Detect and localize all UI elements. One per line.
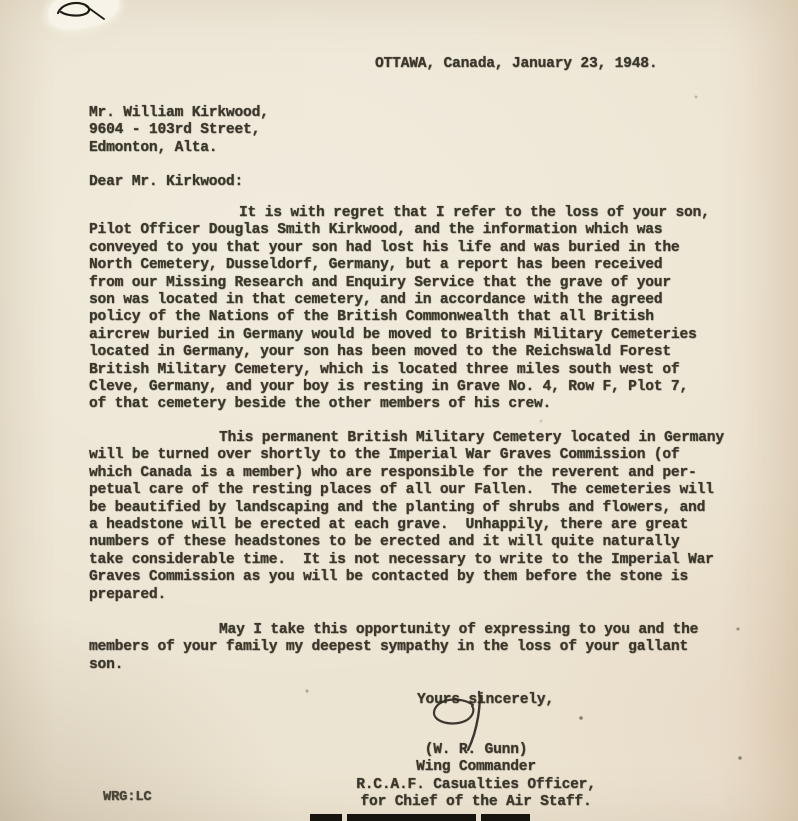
paragraph-1 — [89, 205, 710, 414]
text-line: which Canada is a member) who are responsible for the reverent and per- — [89, 464, 697, 481]
salutation: Dear Mr. Kirkwood: — [89, 174, 244, 190]
text-line: (W. R. Gunn) — [424, 742, 528, 758]
text-line: Pilot Officer Douglas Smith Kirkwood, and the information which was — [89, 222, 663, 239]
scan-edge-artifact — [481, 814, 530, 821]
text-line: from our Missing Research and Enquiry Service that the grave of your — [89, 274, 671, 291]
dateline: OTTAWA, Canada, January 23, 1948. — [375, 56, 658, 72]
text-line: aircrew buried in Germany would be moved to British Military Cemeteries — [89, 326, 697, 343]
text-line: will be turned over shortly to the Imperial War Graves Commission (of — [89, 447, 680, 464]
text-line: 9604 - 103rd Street, — [89, 122, 261, 139]
paragraph-3 — [89, 622, 698, 674]
text-line: son. — [89, 656, 124, 673]
paper-specks — [0, 0, 2, 2]
text-line: petual care of the resting places of all our Fallen. The cemeteries will — [89, 482, 714, 499]
text-line: Cleve, Germany, and your boy is resting in Grave No. 4, Row F, Plot 7, — [89, 379, 689, 396]
scan-edge-artifact — [310, 814, 342, 821]
text-line: prepared. — [89, 586, 167, 603]
scan-edge-artifact — [347, 814, 476, 821]
text-line: R.C.A.F. Casualties Officer, — [356, 776, 596, 793]
text-line: son was located in that cemetery, and in accordance with the agreed — [89, 292, 663, 309]
text-line: This permanent British Military Cemetery located in Germany — [219, 430, 724, 446]
text-line: conveyed to you that your son had lost his life and was buried in the — [89, 239, 680, 256]
recipient-address — [89, 105, 269, 157]
text-line: for Chief of the Air Staff. — [360, 794, 592, 811]
text-line: a headstone will be erected at each grave. Unhappily, there are great — [89, 517, 689, 534]
text-line: numbers of these headstones to be erected and it will quite naturally — [89, 534, 680, 551]
text-line: Mr. William Kirkwood, — [89, 105, 269, 121]
typist-reference: WRG:LC — [103, 790, 152, 805]
text-line: Edmonton, Alta. — [89, 139, 218, 156]
text-line: Wing Commander — [416, 759, 536, 776]
text-line: be beautified by landscaping and the planting of shrubs and flowers, and — [89, 499, 706, 516]
closing: Yours sincerely, — [417, 692, 554, 708]
paragraph-2 — [89, 430, 724, 604]
text-line: May I take this opportunity of expressing to you and the — [219, 622, 699, 638]
text-line: located in Germany, your son has been moved to the Reichswald Forest — [89, 344, 671, 361]
text-line: Graves Commission as you will be contacted by them before the stone is — [89, 569, 689, 586]
text-line: of that cemetery beside the other members of his crew. — [89, 396, 552, 413]
signature-block — [345, 742, 607, 812]
text-line: It is with regret that I refer to the loss of your son, — [239, 205, 710, 221]
text-line: North Cemetery, Dusseldorf, Germany, but a report has been received — [89, 257, 663, 274]
text-line: British Military Cemetery, which is located three miles south west of — [89, 361, 680, 378]
text-line: take considerable time. It is not necessary to write to the Imperial War — [89, 551, 714, 568]
text-line: policy of the Nations of the British Commonwealth that all British — [89, 309, 654, 326]
text-line: members of your family my deepest sympathy in the loss of your gallant — [89, 639, 689, 656]
handwritten-mark-icon — [55, 0, 110, 20]
